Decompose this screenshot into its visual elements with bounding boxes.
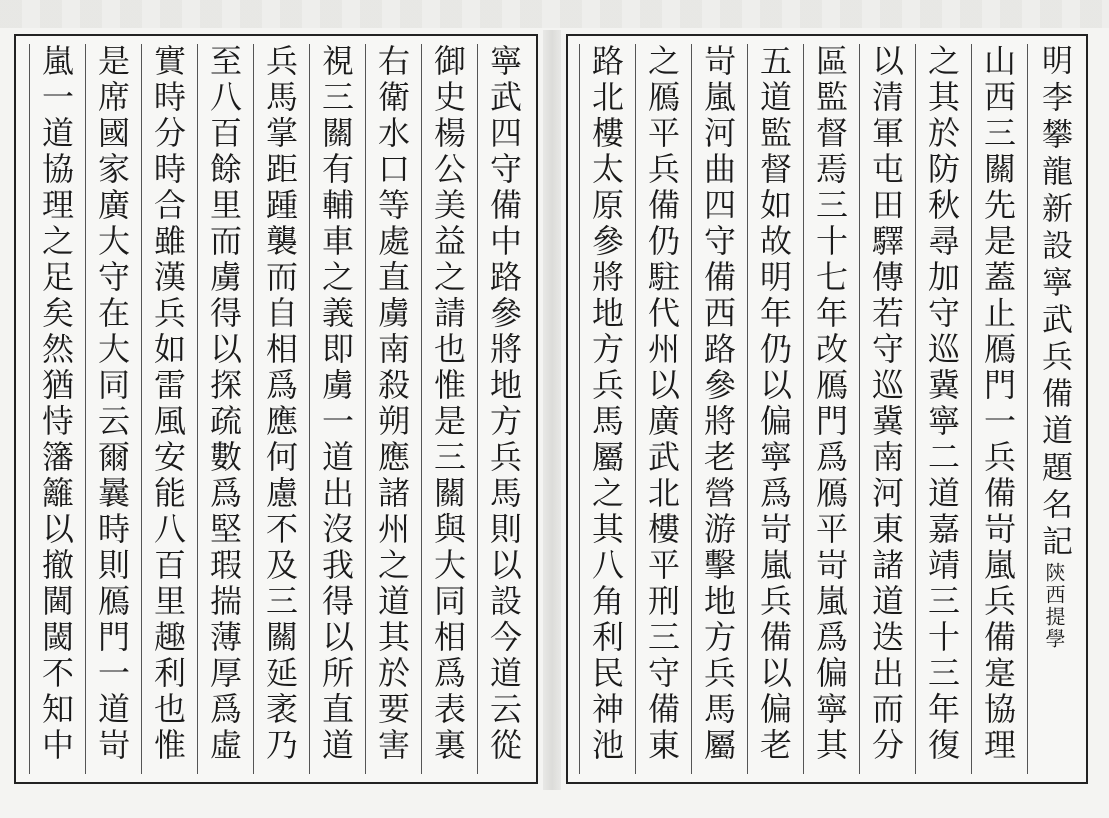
text-column: 寧武四守備中路參將地方兵馬則以設今道云從 <box>477 44 530 774</box>
text-column: 之鴈平兵備仍駐代州以廣武北樓平刑三守備東 <box>635 44 688 774</box>
page-title: 明李攀龍新設寧武兵備道題名記 <box>1036 44 1072 562</box>
book-gutter <box>543 30 561 790</box>
text-column: 實時分時合雖漢兵如雷風安能八百里趣利也惟 <box>141 44 194 774</box>
text-column: 以清軍屯田驛傳若守巡冀南河東諸道迭出而分 <box>859 44 912 774</box>
text-column: 右衛水口等處直虜南殺朔應諸州之道其於要害 <box>365 44 418 774</box>
text-column: 至八百餘里而虜得以探疏數爲堅瑕揣薄厚爲虛 <box>197 44 250 774</box>
text-column: 山西三關先是蓋止鴈門一兵備岢嵐兵備寔協理 <box>971 44 1024 774</box>
text-column: 嵐一道協理之足矣然猶恃籓籬以撤閫閾不知中 <box>29 44 82 774</box>
right-leaf <box>566 34 1088 784</box>
title-column <box>1027 44 1080 774</box>
previous-page-bleed <box>0 0 1109 28</box>
text-column: 是席國家廣大守在大同云爾曩時則鴈門一道岢 <box>85 44 138 774</box>
text-column: 岢嵐河曲四守備西路參將老營游擊地方兵馬屬 <box>691 44 744 774</box>
text-column: 五道監督如故明年仍以偏寧爲岢嵐兵備以偏老 <box>747 44 800 774</box>
author-note: 陝西提學 <box>1042 562 1066 650</box>
left-leaf <box>14 34 538 784</box>
text-column: 路北樓太原參將地方兵馬屬之其八角利民神池 <box>579 44 632 774</box>
text-column: 御史楊公美益之請也惟是三關與大同相爲表裏 <box>421 44 474 774</box>
text-column: 區監督焉三十七年改鴈門爲鴈平岢嵐爲偏寧其 <box>803 44 856 774</box>
text-column: 視三關有輔車之義即虜一道出沒我得以所直道 <box>309 44 362 774</box>
text-column: 之其於防秋尋加守巡冀寧二道嘉靖三十三年復 <box>915 44 968 774</box>
text-column: 兵馬掌距踵襲而自相爲應何慮不及三關延袤乃 <box>253 44 306 774</box>
